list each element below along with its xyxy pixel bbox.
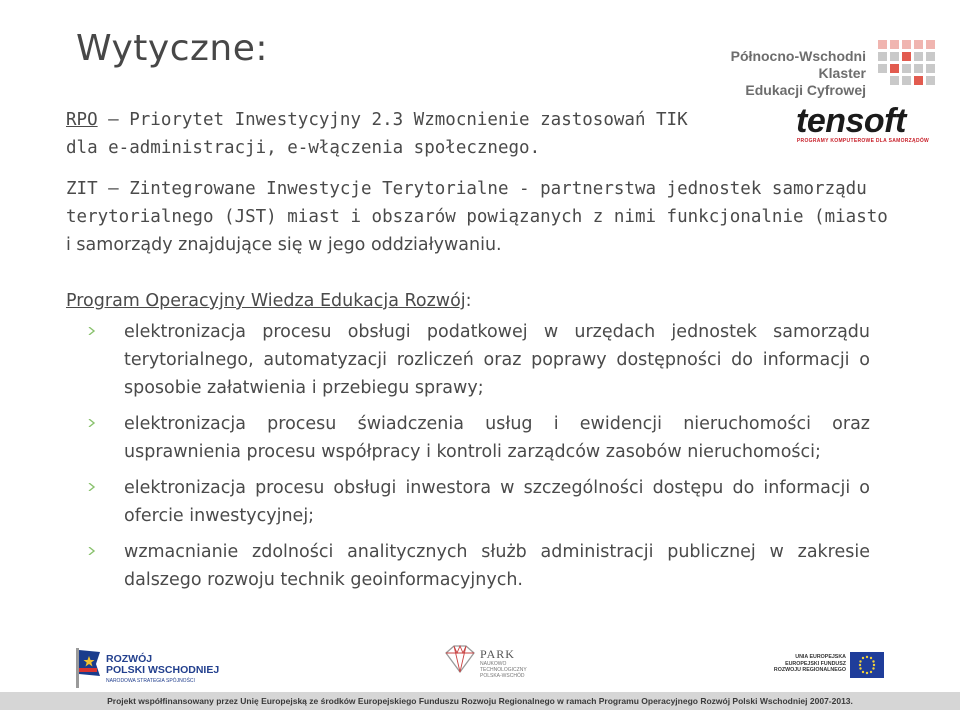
rpo-paragraph — [66, 106, 688, 162]
cluster-name-line1: Północno-Wschodni Klaster — [730, 48, 866, 81]
po-bullet-list — [88, 318, 870, 602]
eu-flag-icon — [850, 652, 884, 678]
tensoft-tagline: PROGRAMY KOMPUTEROWE DLA SAMORZĄDÓW — [796, 138, 930, 144]
zit-line3: i samorządy znajdujące się w jego oddziaływaniu. — [66, 235, 502, 255]
rpo-line1: – Priorytet Inwestycyjny 2.3 Wzmocnienie zastosowań TIK — [97, 110, 688, 130]
list-item-text: elektronizacja procesu obsługi inwestora w szczególności dostępu do informacji o ofercie inwestycyjnej; — [124, 478, 870, 526]
zit-line1: ZIT – Zintegrowane Inwestycje Terytorialne - partnerstwa jednostek samorządu — [66, 179, 867, 199]
list-item-text: elektronizacja procesu obsługi podatkowej w urzędach jednostek samorządu terytorialnego, automatyzacji rozliczeń oraz poprawy dostępności do informacji o sposobie załatwienia i przebiegu sprawy; — [124, 322, 870, 398]
park-sub-line3: POLSKA-WSCHÓD — [480, 673, 525, 679]
list-item — [88, 410, 870, 466]
park-name: PARK — [480, 647, 515, 661]
rozwoj-polski-wschodniej-logo — [74, 648, 220, 692]
ue-line1: UNIA EUROPEJSKA — [795, 654, 846, 660]
cluster-squares-icon — [876, 38, 946, 94]
diamond-icon — [444, 645, 476, 673]
po-heading-text: Program Operacyjny Wiedza Edukacja Rozwój — [66, 291, 466, 311]
rpw-subtitle: NARODOWA STRATEGIA SPÓJNOŚCI — [106, 678, 195, 684]
rpw-line2: POLSKI WSCHODNIEJ — [106, 664, 220, 676]
ue-line3: ROZWOJU REGIONALNEGO — [773, 667, 846, 674]
po-heading-colon: : — [465, 291, 472, 311]
tensoft-logo — [796, 104, 930, 148]
chevron-right-icon — [88, 327, 96, 335]
chevron-right-icon — [88, 547, 96, 555]
rpo-line2: dla e-administracji, e-włączenia społecznego. — [66, 138, 541, 158]
chevron-right-icon — [88, 419, 96, 427]
zit-paragraph — [66, 175, 888, 259]
star-flag-icon — [74, 648, 102, 688]
footer-text: Projekt współfinansowany przez Unię Europejską ze środków Europejskiego Funduszu Rozwoju Regionalnego w ramach Programu Operacyjnego Rozwój Polski Wschodniej 2007-2013. — [107, 696, 853, 706]
rpo-abbr: RPO — [66, 110, 98, 130]
rpw-line1: ROZWÓJ — [106, 653, 153, 665]
list-item — [88, 318, 870, 402]
po-heading — [66, 287, 472, 315]
list-item-text: wzmacnianie zdolności analitycznych służb administracji publicznej w zakresie dalszego rozwoju technik geoinformacyjnych. — [124, 542, 870, 590]
tensoft-wordmark: tensoft — [796, 102, 906, 140]
park-sub-line2: TECHNOLOGICZNY — [480, 667, 527, 673]
cluster-logo — [686, 38, 946, 98]
park-logo — [444, 645, 527, 679]
cluster-name-line2: Edukacji Cyfrowej — [745, 82, 866, 98]
park-sub-line1: NAUKOWO — [480, 661, 507, 667]
chevron-right-icon — [88, 483, 96, 491]
ue-line2: EUROPEJSKI FUNDUSZ — [785, 660, 846, 667]
zit-line2: terytorialnego (JST) miast i obszarów powiązanych z nimi funkcjonalnie (miasto — [66, 207, 888, 227]
slide-title: Wytyczne: — [76, 28, 268, 69]
list-item-text: elektronizacja procesu świadczenia usług i ewidencji nieruchomości oraz usprawnienia procesu współpracy i kontroli zarządców zasobów nieruchomości; — [124, 414, 870, 462]
list-item — [88, 474, 870, 530]
list-item — [88, 538, 870, 594]
